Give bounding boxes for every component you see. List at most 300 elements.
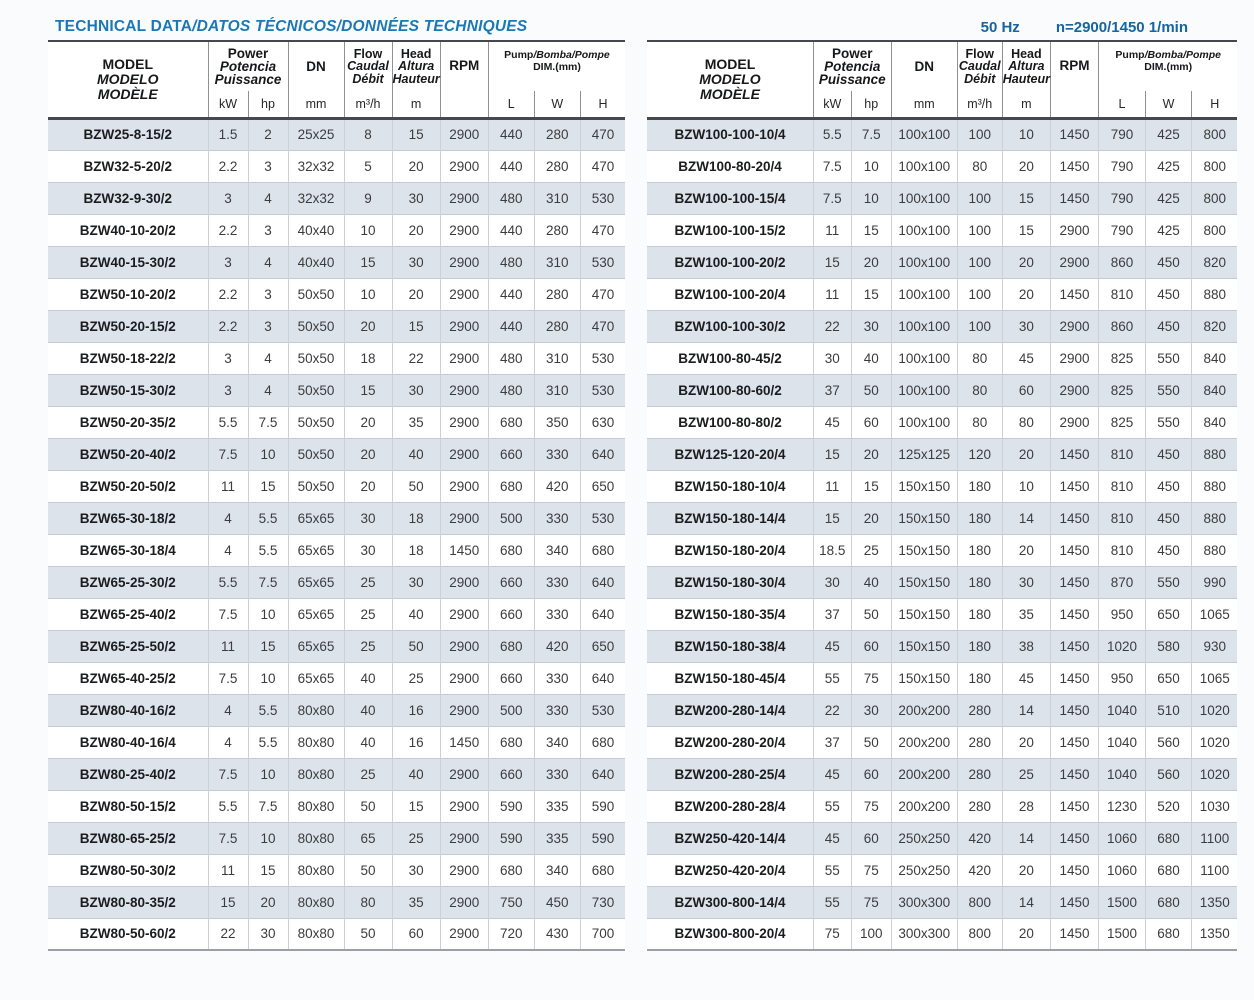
table-row <box>48 342 625 374</box>
pump-dim-line1 <box>489 49 626 61</box>
table-row <box>647 150 1237 182</box>
value-cell: 1350 <box>1191 918 1237 950</box>
value-cell: 100x100 <box>891 374 957 406</box>
value-cell: 2900 <box>440 502 488 534</box>
table-row <box>48 470 625 502</box>
rpm-label: RPM <box>449 58 480 73</box>
value-cell: 510 <box>1145 694 1191 726</box>
value-cell: 440 <box>488 150 534 182</box>
model-cell: BZW200-280-20/4 <box>647 726 813 758</box>
head-label-en: Head <box>400 46 432 61</box>
col-head <box>1002 41 1050 91</box>
table-row <box>647 822 1237 854</box>
value-cell: 660 <box>488 758 534 790</box>
value-cell: 550 <box>1145 566 1191 598</box>
model-cell: BZW100-100-15/4 <box>647 182 813 214</box>
model-cell: BZW150-180-20/4 <box>647 534 813 566</box>
unit-w: W <box>534 91 580 118</box>
value-cell: 200x200 <box>891 726 957 758</box>
table-row <box>48 630 625 662</box>
value-cell: 40 <box>344 662 392 694</box>
value-cell: 25 <box>851 534 891 566</box>
value-cell: 45 <box>813 630 851 662</box>
value-cell: 10 <box>248 662 288 694</box>
value-cell: 790 <box>1098 150 1145 182</box>
value-cell: 420 <box>534 630 580 662</box>
model-cell: BZW300-800-14/4 <box>647 886 813 918</box>
table-row <box>647 502 1237 534</box>
value-cell: 3 <box>248 310 288 342</box>
value-cell: 2900 <box>440 310 488 342</box>
value-cell: 470 <box>580 214 625 246</box>
flow-label-fr: Débit <box>352 71 384 86</box>
value-cell: 150x150 <box>891 534 957 566</box>
value-cell: 590 <box>488 822 534 854</box>
value-cell: 1350 <box>1191 886 1237 918</box>
value-cell: 4 <box>248 182 288 214</box>
value-cell: 2900 <box>440 342 488 374</box>
value-cell: 2900 <box>440 694 488 726</box>
value-cell: 5.5 <box>248 502 288 534</box>
value-cell: 840 <box>1191 342 1237 374</box>
value-cell: 650 <box>1145 598 1191 630</box>
unit-kw: kW <box>813 91 851 118</box>
value-cell: 7.5 <box>813 150 851 182</box>
value-cell: 680 <box>488 854 534 886</box>
value-cell: 18 <box>392 534 440 566</box>
value-cell: 425 <box>1145 182 1191 214</box>
value-cell: 15 <box>392 310 440 342</box>
value-cell: 5.5 <box>248 694 288 726</box>
value-cell: 680 <box>488 470 534 502</box>
value-cell: 100 <box>957 246 1002 278</box>
value-cell: 1450 <box>1050 566 1098 598</box>
value-cell: 1450 <box>1050 886 1098 918</box>
value-cell: 15 <box>851 278 891 310</box>
col-dn <box>288 41 344 91</box>
value-cell: 35 <box>392 886 440 918</box>
table-row <box>647 406 1237 438</box>
value-cell: 650 <box>580 630 625 662</box>
value-cell: 1020 <box>1191 726 1237 758</box>
value-cell: 55 <box>813 790 851 822</box>
value-cell: 37 <box>813 726 851 758</box>
value-cell: 30 <box>851 694 891 726</box>
value-cell: 880 <box>1191 534 1237 566</box>
value-cell: 2900 <box>440 790 488 822</box>
value-cell: 2900 <box>440 822 488 854</box>
value-cell: 80 <box>957 150 1002 182</box>
value-cell: 50x50 <box>288 342 344 374</box>
table-row <box>48 502 625 534</box>
model-cell: BZW100-100-20/2 <box>647 246 813 278</box>
value-cell: 1020 <box>1191 758 1237 790</box>
value-cell: 7.5 <box>208 662 248 694</box>
model-label-es: MODELO <box>699 70 761 87</box>
value-cell: 310 <box>534 342 580 374</box>
value-cell: 50 <box>392 470 440 502</box>
value-cell: 15 <box>248 630 288 662</box>
value-cell: 3 <box>208 246 248 278</box>
model-cell: BZW40-15-30/2 <box>48 246 208 278</box>
value-cell: 60 <box>851 822 891 854</box>
value-cell: 30 <box>344 534 392 566</box>
table-row <box>48 886 625 918</box>
value-cell: 450 <box>534 886 580 918</box>
value-cell: 2900 <box>440 886 488 918</box>
power-label-es: Potencia <box>219 59 277 74</box>
value-cell: 30 <box>392 246 440 278</box>
value-cell: 660 <box>488 598 534 630</box>
value-cell: 280 <box>534 214 580 246</box>
value-cell: 7.5 <box>248 790 288 822</box>
value-cell: 640 <box>580 566 625 598</box>
value-cell: 790 <box>1098 182 1145 214</box>
header-labels-row <box>48 41 625 91</box>
value-cell: 50x50 <box>288 310 344 342</box>
value-cell: 1450 <box>1050 726 1098 758</box>
model-cell: BZW150-180-14/4 <box>647 502 813 534</box>
head-label-fr: Hauteur <box>392 71 440 86</box>
value-cell: 810 <box>1098 278 1145 310</box>
value-cell: 3 <box>208 182 248 214</box>
table-row <box>48 726 625 758</box>
value-cell: 15 <box>813 246 851 278</box>
model-cell: BZW80-50-15/2 <box>48 790 208 822</box>
value-cell: 950 <box>1098 598 1145 630</box>
value-cell: 100 <box>957 182 1002 214</box>
value-cell: 30 <box>392 566 440 598</box>
value-cell: 100x100 <box>891 246 957 278</box>
value-cell: 1060 <box>1098 854 1145 886</box>
value-cell: 2900 <box>440 278 488 310</box>
value-cell: 30 <box>813 566 851 598</box>
value-cell: 14 <box>1002 822 1050 854</box>
value-cell: 20 <box>344 406 392 438</box>
value-cell: 1500 <box>1098 886 1145 918</box>
value-cell: 420 <box>534 470 580 502</box>
value-cell: 5.5 <box>248 726 288 758</box>
value-cell: 18 <box>392 502 440 534</box>
value-cell: 810 <box>1098 470 1145 502</box>
table-row <box>647 918 1237 950</box>
value-cell: 20 <box>851 438 891 470</box>
value-cell: 80 <box>1002 406 1050 438</box>
power-label-fr: Puissance <box>818 72 886 87</box>
value-cell: 80 <box>957 374 1002 406</box>
value-cell: 1060 <box>1098 822 1145 854</box>
value-cell: 550 <box>1145 342 1191 374</box>
value-cell: 1450 <box>1050 662 1098 694</box>
value-cell: 280 <box>957 790 1002 822</box>
value-cell: 20 <box>248 886 288 918</box>
model-cell: BZW300-800-20/4 <box>647 918 813 950</box>
value-cell: 2900 <box>1050 374 1098 406</box>
value-cell: 680 <box>580 854 625 886</box>
model-cell: BZW100-80-20/4 <box>647 150 813 182</box>
value-cell: 335 <box>534 790 580 822</box>
value-cell: 330 <box>534 438 580 470</box>
title-rest: /DATOS TÉCNICOS/DONNÉES TECHNIQUES <box>192 18 528 35</box>
value-cell: 75 <box>851 790 891 822</box>
value-cell: 1450 <box>1050 278 1098 310</box>
value-cell: 10 <box>248 758 288 790</box>
value-cell: 1450 <box>1050 118 1098 150</box>
flow-label-fr: Débit <box>964 71 996 86</box>
value-cell: 2900 <box>440 630 488 662</box>
value-cell: 11 <box>208 854 248 886</box>
value-cell: 150x150 <box>891 566 957 598</box>
value-cell: 2900 <box>1050 406 1098 438</box>
value-cell: 65x65 <box>288 662 344 694</box>
unit-m: m <box>392 91 440 118</box>
value-cell: 810 <box>1098 534 1145 566</box>
value-cell: 10 <box>851 182 891 214</box>
value-cell: 75 <box>813 918 851 950</box>
value-cell: 530 <box>580 342 625 374</box>
model-cell: BZW100-100-15/2 <box>647 214 813 246</box>
value-cell: 15 <box>851 470 891 502</box>
table-header <box>647 41 1237 118</box>
table-row <box>48 918 625 950</box>
head-label-en: Head <box>1011 46 1042 61</box>
value-cell: 9 <box>344 182 392 214</box>
table-row <box>647 246 1237 278</box>
value-cell: 825 <box>1098 342 1145 374</box>
value-cell: 60 <box>392 918 440 950</box>
value-cell: 2.2 <box>208 310 248 342</box>
value-cell: 680 <box>1145 822 1191 854</box>
value-cell: 420 <box>957 854 1002 886</box>
value-cell: 100x100 <box>891 150 957 182</box>
table-row <box>48 150 625 182</box>
value-cell: 800 <box>1191 118 1237 150</box>
value-cell: 35 <box>1002 598 1050 630</box>
value-cell: 3 <box>208 374 248 406</box>
model-cell: BZW50-20-50/2 <box>48 470 208 502</box>
value-cell: 330 <box>534 662 580 694</box>
value-cell: 1065 <box>1191 662 1237 694</box>
value-cell: 440 <box>488 118 534 150</box>
power-label-es: Potencia <box>824 59 881 74</box>
value-cell: 22 <box>208 918 248 950</box>
value-cell: 340 <box>534 534 580 566</box>
value-cell: 860 <box>1098 310 1145 342</box>
value-cell: 50 <box>344 790 392 822</box>
unit-mm: mm <box>288 91 344 118</box>
value-cell: 720 <box>488 918 534 950</box>
value-cell: 300x300 <box>891 918 957 950</box>
value-cell: 480 <box>488 374 534 406</box>
value-cell: 180 <box>957 630 1002 662</box>
value-cell: 1450 <box>1050 630 1098 662</box>
value-cell: 45 <box>813 822 851 854</box>
model-cell: BZW100-100-10/4 <box>647 118 813 150</box>
value-cell: 100 <box>851 918 891 950</box>
value-cell: 4 <box>248 246 288 278</box>
value-cell: 480 <box>488 182 534 214</box>
value-cell: 50 <box>392 630 440 662</box>
model-label-es: MODELO <box>97 70 159 87</box>
value-cell: 5.5 <box>208 566 248 598</box>
value-cell: 700 <box>580 918 625 950</box>
value-cell: 2900 <box>440 854 488 886</box>
value-cell: 15 <box>1002 182 1050 214</box>
value-cell: 650 <box>580 470 625 502</box>
model-label-fr: MODÈLE <box>97 85 158 102</box>
value-cell: 480 <box>488 342 534 374</box>
model-cell: BZW25-8-15/2 <box>48 118 208 150</box>
dim-pump-en: Pump <box>1115 49 1145 61</box>
flow-label-es: Caudal <box>347 59 389 74</box>
value-cell: 10 <box>851 150 891 182</box>
model-cell: BZW80-25-40/2 <box>48 758 208 790</box>
value-cell: 2900 <box>440 182 488 214</box>
value-cell: 640 <box>580 758 625 790</box>
technical-table-right <box>647 40 1237 951</box>
table-row <box>647 726 1237 758</box>
flow-label-en: Flow <box>353 46 383 61</box>
model-cell: BZW32-5-20/2 <box>48 150 208 182</box>
table-row <box>647 374 1237 406</box>
value-cell: 100x100 <box>891 182 957 214</box>
value-cell: 20 <box>851 246 891 278</box>
value-cell: 1040 <box>1098 758 1145 790</box>
power-label-en: Power <box>227 46 269 61</box>
value-cell: 820 <box>1191 310 1237 342</box>
value-cell: 680 <box>1145 918 1191 950</box>
value-cell: 20 <box>1002 246 1050 278</box>
value-cell: 120 <box>957 438 1002 470</box>
power-label-en: Power <box>831 46 873 61</box>
unit-hp: hp <box>248 91 288 118</box>
value-cell: 425 <box>1145 150 1191 182</box>
value-cell: 30 <box>392 182 440 214</box>
value-cell: 7.5 <box>208 438 248 470</box>
value-cell: 2 <box>248 118 288 150</box>
value-cell: 430 <box>534 918 580 950</box>
value-cell: 10 <box>1002 470 1050 502</box>
value-cell: 2900 <box>440 758 488 790</box>
value-cell: 550 <box>1145 406 1191 438</box>
table-row <box>48 598 625 630</box>
value-cell: 16 <box>392 726 440 758</box>
value-cell: 40 <box>851 566 891 598</box>
table-row <box>48 278 625 310</box>
value-cell: 680 <box>488 630 534 662</box>
table-row <box>647 886 1237 918</box>
value-cell: 340 <box>534 726 580 758</box>
table-row <box>48 374 625 406</box>
value-cell: 990 <box>1191 566 1237 598</box>
value-cell: 25 <box>392 822 440 854</box>
model-label-en: MODEL <box>102 55 154 72</box>
value-cell: 15 <box>851 214 891 246</box>
value-cell: 75 <box>851 662 891 694</box>
value-cell: 560 <box>1145 758 1191 790</box>
value-cell: 2900 <box>440 566 488 598</box>
value-cell: 2900 <box>440 246 488 278</box>
value-cell: 790 <box>1098 214 1145 246</box>
model-label-fr: MODÈLE <box>700 85 760 102</box>
value-cell: 15 <box>392 790 440 822</box>
value-cell: 20 <box>1002 534 1050 566</box>
value-cell: 32x32 <box>288 150 344 182</box>
value-cell: 330 <box>534 758 580 790</box>
col-rpm <box>1050 41 1098 118</box>
value-cell: 640 <box>580 662 625 694</box>
value-cell: 880 <box>1191 438 1237 470</box>
flow-label-es: Caudal <box>958 59 1001 74</box>
speed-label: n=2900/1450 1/min <box>1055 19 1188 36</box>
value-cell: 1450 <box>1050 470 1098 502</box>
value-cell: 50x50 <box>288 278 344 310</box>
value-cell: 660 <box>488 438 534 470</box>
table-row <box>647 854 1237 886</box>
value-cell: 7.5 <box>248 406 288 438</box>
value-cell: 420 <box>957 822 1002 854</box>
value-cell: 8 <box>344 118 392 150</box>
value-cell: 20 <box>344 470 392 502</box>
unit-m: m <box>1002 91 1050 118</box>
value-cell: 50x50 <box>288 374 344 406</box>
table-row <box>48 534 625 566</box>
value-cell: 450 <box>1145 278 1191 310</box>
value-cell: 40 <box>392 438 440 470</box>
model-cell: BZW100-80-80/2 <box>647 406 813 438</box>
dim-pump-en: Pump <box>504 49 534 61</box>
value-cell: 20 <box>1002 278 1050 310</box>
value-cell: 11 <box>208 470 248 502</box>
value-cell: 310 <box>534 246 580 278</box>
value-cell: 440 <box>488 214 534 246</box>
value-cell: 1450 <box>1050 758 1098 790</box>
value-cell: 4 <box>248 374 288 406</box>
value-cell: 1450 <box>1050 182 1098 214</box>
value-cell: 2900 <box>1050 214 1098 246</box>
value-cell: 5.5 <box>248 534 288 566</box>
table-row <box>48 182 625 214</box>
value-cell: 2900 <box>1050 310 1098 342</box>
value-cell: 20 <box>1002 150 1050 182</box>
value-cell: 2900 <box>440 598 488 630</box>
value-cell: 530 <box>580 182 625 214</box>
value-cell: 150x150 <box>891 630 957 662</box>
table-row <box>647 758 1237 790</box>
value-cell: 22 <box>813 694 851 726</box>
table-row <box>48 406 625 438</box>
value-cell: 800 <box>957 918 1002 950</box>
value-cell: 100 <box>957 214 1002 246</box>
model-cell: BZW100-100-20/4 <box>647 278 813 310</box>
table-row <box>48 214 625 246</box>
value-cell: 5 <box>344 150 392 182</box>
value-cell: 65x65 <box>288 502 344 534</box>
model-cell: BZW65-25-40/2 <box>48 598 208 630</box>
value-cell: 15 <box>248 470 288 502</box>
table-row <box>647 534 1237 566</box>
value-cell: 730 <box>580 886 625 918</box>
spec-labels <box>981 19 1188 36</box>
value-cell: 100x100 <box>891 118 957 150</box>
value-cell: 40 <box>851 342 891 374</box>
model-cell: BZW200-280-14/4 <box>647 694 813 726</box>
value-cell: 65 <box>344 822 392 854</box>
value-cell: 680 <box>488 726 534 758</box>
value-cell: 500 <box>488 694 534 726</box>
dim-pump-rest: /Bomba/Pompe <box>533 49 610 61</box>
table-body-right <box>647 118 1237 950</box>
